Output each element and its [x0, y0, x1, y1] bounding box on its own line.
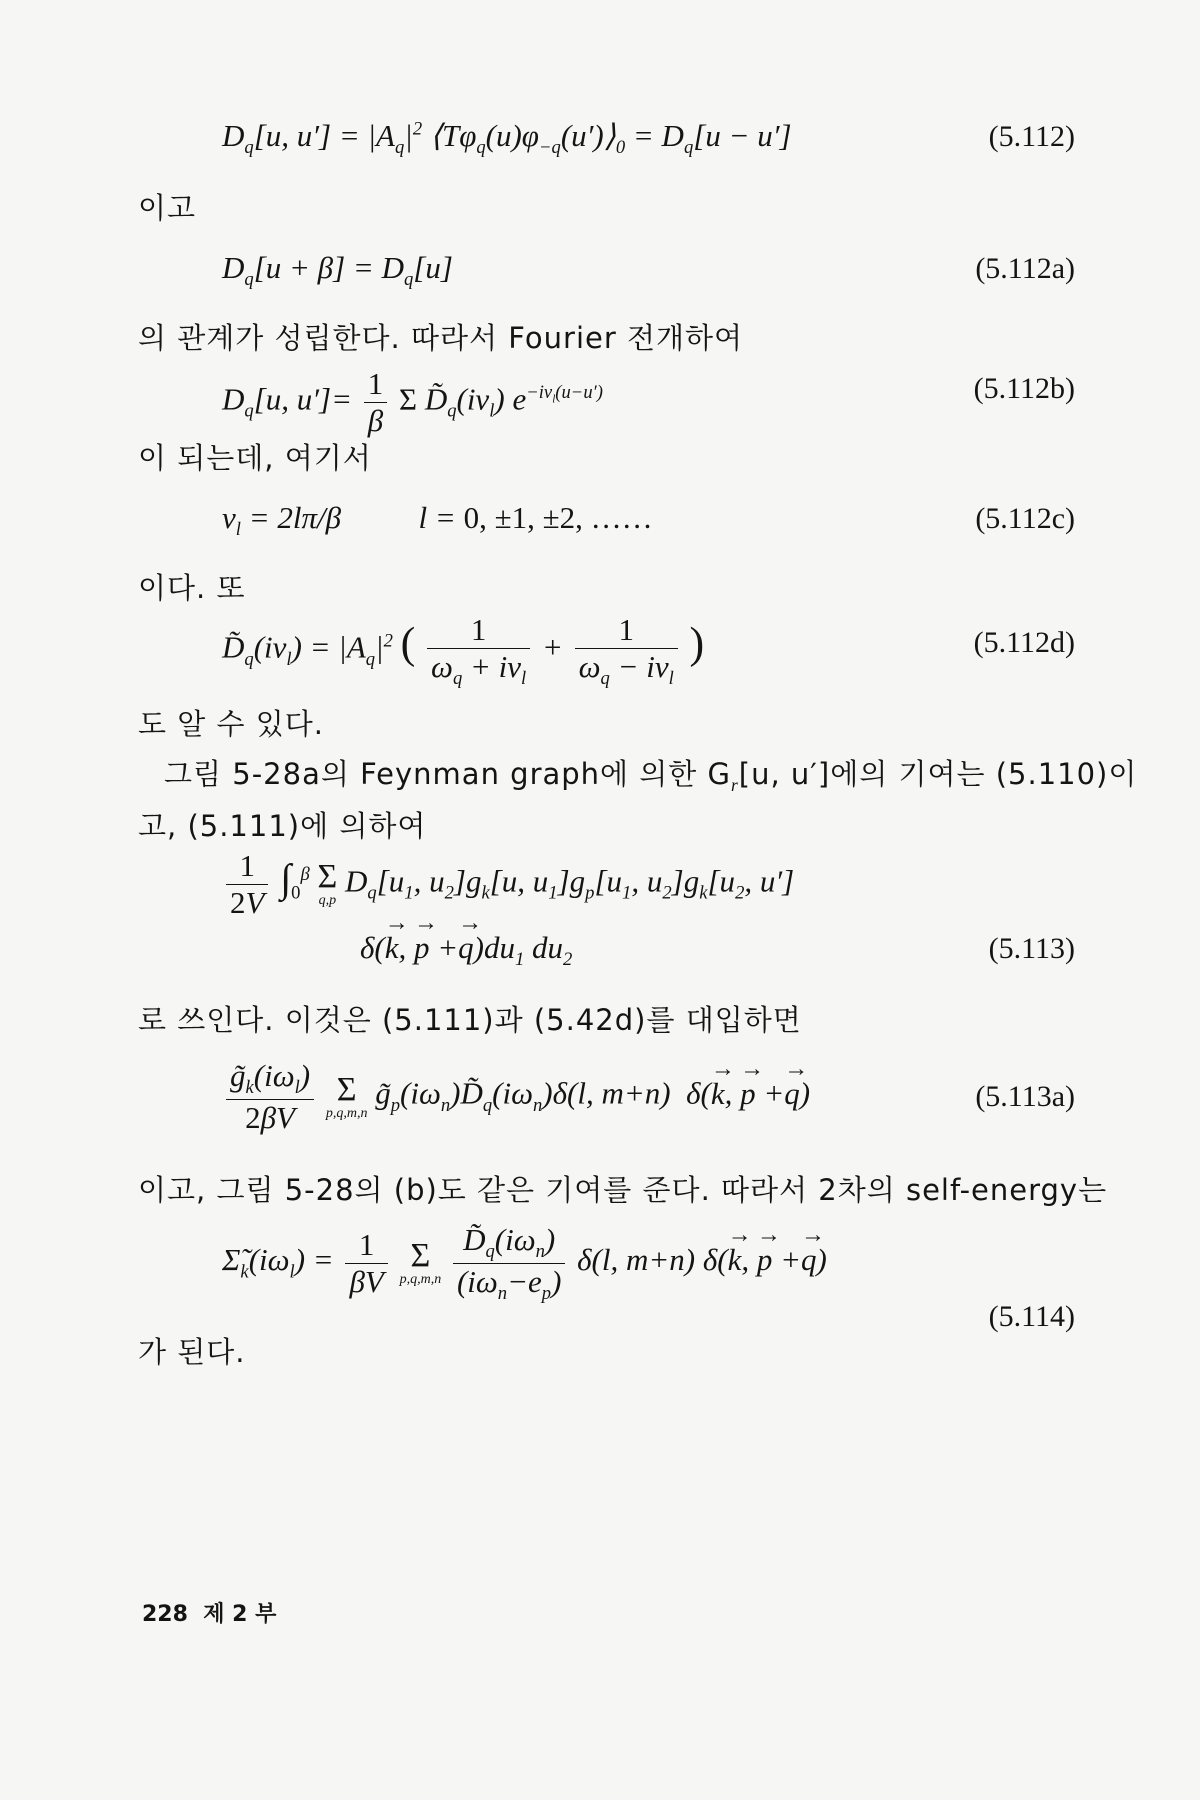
text-line: 의 관계가 성립한다. 따라서 Fourier 전개하여 [138, 321, 744, 355]
equation-number: (5.112c) [975, 502, 1075, 535]
equation-5-114: $\Sigmã_k(i\omega_l)$ = $\frac{1}{\beta V}$ Σ p,q,m,n $\frac{D̃_q(i\omega_n)}{(i\omega_n-e_p)}$ δ(l, m+n) δ(→ k, → p +→ q) [222, 1222, 827, 1304]
text-fragment: 그림 5-28a의 Feynman graph에 의한 G [164, 757, 732, 791]
text-fragment: [u, u′]에의 기여는 (5.110)이 [738, 757, 1138, 791]
page-footer [142, 1597, 276, 1628]
equation-number: (5.114) [988, 1300, 1075, 1333]
equation-5-112c: $\nu_l = 2l\pi/\beta$ l = 0, ±1, ±2, …… [222, 500, 653, 541]
equation-5-112b: $D_q[u$, u′]= $\frac{1}{\beta}$ Σ $D̃_q(i\nu_l)$ $e^{-i\nu_l(u-u')}$ [222, 366, 603, 438]
equation-number: (5.112a) [975, 252, 1075, 285]
equation-5-112a: $D_q[u + \beta] = D_q[u]$ [222, 250, 453, 291]
equation-5-113-line2: δ(→ k, → $p +\to q)du_1$ $du_2$ [360, 930, 572, 971]
equation-number: (5.112d) [973, 626, 1075, 659]
equation-5-112: $D_q[u$, $u'] = |A_q|^2$ $⟨T\varphi_q(u)\varphi_{-q}(u')⟩_0 = D_q[u - u']$ [222, 118, 792, 159]
equation-5-113: $\frac{1}{2V}$ $\int_0^\beta$ Σ q,p $D_q[u_1$, $u_2]g_k[u$, $u_1]g_p[u_1$, $u_2]g_k[u_2$, u′] [222, 848, 794, 920]
text-line: 이다. 또 [138, 571, 246, 605]
equation-number: (5.112b) [973, 372, 1075, 405]
equation-number: (5.113a) [975, 1080, 1075, 1113]
text-line: 로 쓰인다. 이것은 (5.111)과 (5.42d)를 대입하면 [138, 1003, 802, 1037]
text-line: 이고 [138, 191, 197, 225]
equation-5-113a: $\frac{g̃_k(i\omega_l)}{2\beta V}$ Σ p,q,m,n $g̃_p(i\omega_n)D̃_q(i\omega_n)\delta(l$, m+n) δ(→ k, → p +→ q) [222, 1058, 810, 1135]
text-line: 고, (5.111)에 의하여 [138, 809, 427, 843]
text-line: 이고, 그림 5-28의 (b)도 같은 기여를 준다. 따라서 2차의 self-energy는 [138, 1173, 1108, 1207]
equation-number: (5.112) [988, 120, 1075, 153]
text-line: 이 되는데, 여기서 [138, 441, 372, 475]
section-label: 제 2 부 [203, 1602, 277, 1627]
page-number: 228 [142, 1602, 188, 1627]
equation-number: (5.113) [988, 932, 1075, 965]
text-line: 도 알 수 있다. [138, 707, 324, 741]
text-line: 그림 5-28a의 Feynman graph에 의한 $G_r[u$, u′]에의 기여는 (5.110)이 [164, 757, 1138, 795]
equation-5-112d: $D̃_q(i\nu_l) = |A_q|^2$ ( $\frac{1}{\omega_q + i\nu_l}$ + $\frac{1}{\omega_q - i\nu_l}$ ) [222, 612, 705, 689]
text-line: 가 된다. [138, 1335, 246, 1369]
